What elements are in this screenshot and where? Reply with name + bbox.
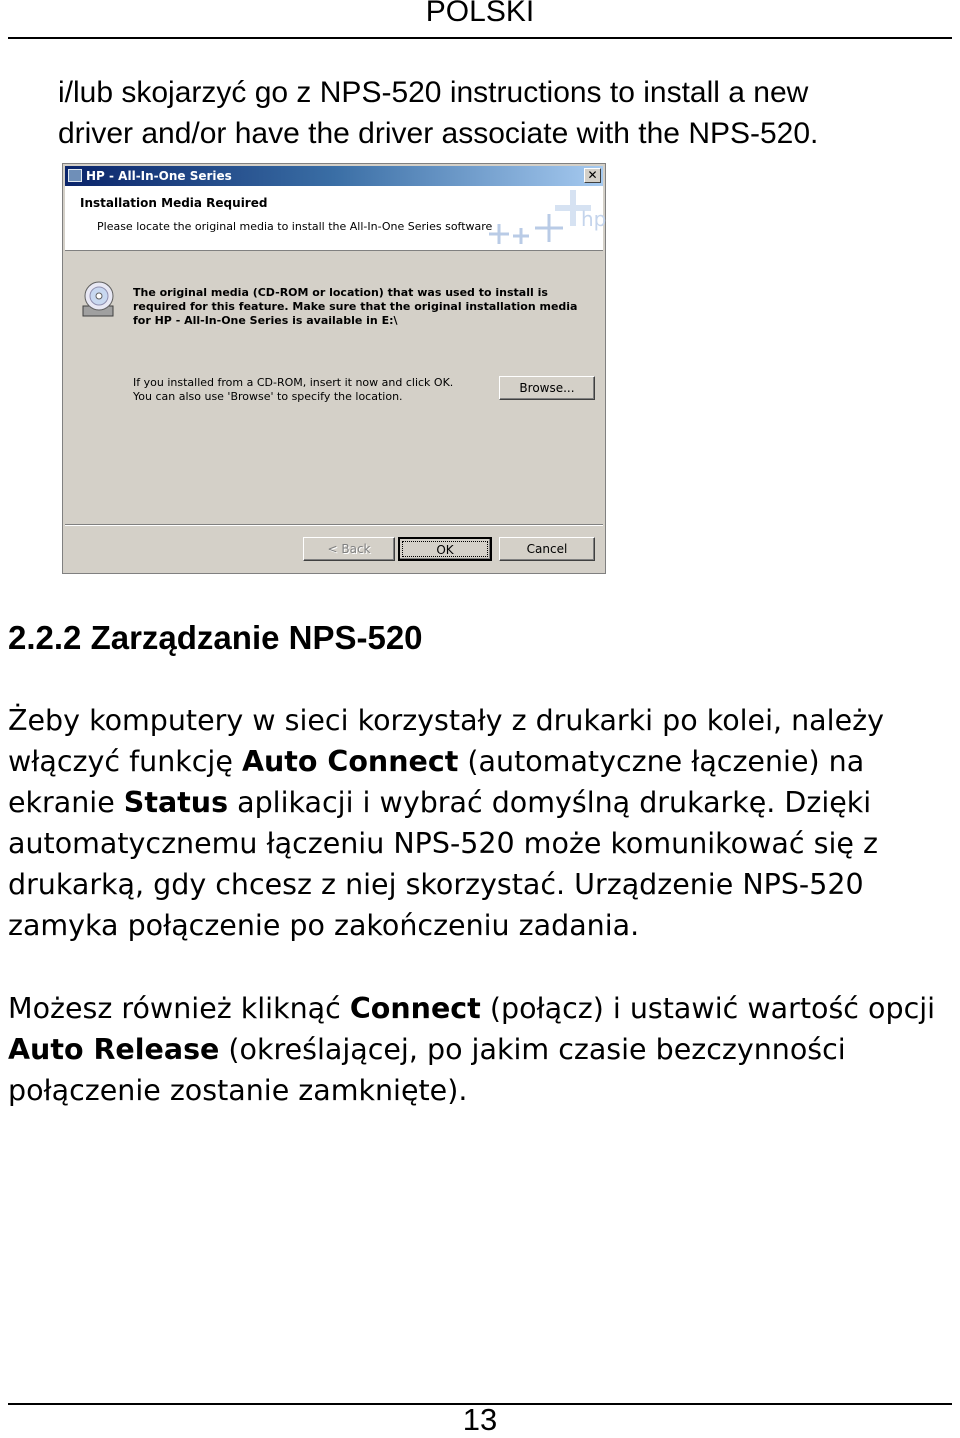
dialog-title: HP - All-In-One Series [86,169,232,183]
cd-rom-icon [81,280,121,320]
p2-text-2: (połącz) i ustawić wartość opcji [480,992,936,1025]
dialog-message: The original media (CD-ROM or location) that was used to install is required for this feature. Make sure that the original installation media for HP - All-In-One Series is available in E:\ [133,286,578,327]
installation-media-dialog [62,163,606,574]
p1-text-3: aplikacji i wybrać domyślną drukarkę. Dzięki automatycznemu łączeniu NPS-520 może komunikować się z drukarką, gdy chcesz z niej skorzystać. Urządzenie NPS-520 zamyka połączenie po zakończeniu zadania. [8,786,878,942]
header-rule [8,37,952,39]
dialog-header-banner [65,186,607,251]
browse-button[interactable]: Browse... [499,376,595,400]
p1-text-1: Żeby komputery w sieci korzystały z drukarki po kolei, należy włączyć funkcję [8,704,884,778]
cancel-button[interactable]: Cancel [499,537,595,561]
intro-line-1: i/lub skojarzyć go z NPS-520 instructions to install a new [58,76,809,109]
p1-bold-auto-connect: Auto Connect [241,745,459,778]
dialog-titlebar[interactable] [65,166,603,186]
page-number: 13 [462,1402,498,1437]
p2-text-1: Możesz również kliknąć [8,992,350,1025]
p1-bold-status: Status [123,786,229,819]
p2-bold-auto-release: Auto Release [8,1033,220,1066]
back-button[interactable]: < Back [303,537,395,561]
hp-logo-icon [469,186,607,250]
dialog-header-subtitle: Please locate the original media to install the All-In-One Series software [97,220,493,233]
dialog-note: If you installed from a CD-ROM, insert it now and click OK. You can also use 'Browse' to specify the location. [133,376,454,403]
dialog-separator [65,524,603,526]
paragraph-connect [8,988,952,1111]
close-icon: ✕ [587,168,598,182]
section-heading: 2.2.2 Zarządzanie NPS-520 [8,619,423,656]
p1-text-2: (automatyczne łączenie) na ekranie [8,745,865,819]
p2-bold-connect: Connect [349,992,481,1025]
dialog-header-title: Installation Media Required [80,196,268,210]
intro-text [58,72,938,154]
ok-button[interactable]: OK [398,537,492,561]
p2-text-3: (określającej, po jakim czasie bezczynności połączenie zostanie zamknięte). [8,1033,846,1107]
close-button[interactable] [584,168,601,183]
hp-logo-text: hp [581,207,607,231]
window-app-icon [68,169,82,182]
page-header-language: POLSKI [425,0,535,28]
paragraph-auto-connect [8,700,952,946]
intro-line-2: driver and/or have the driver associate with the NPS-520. [58,117,819,150]
